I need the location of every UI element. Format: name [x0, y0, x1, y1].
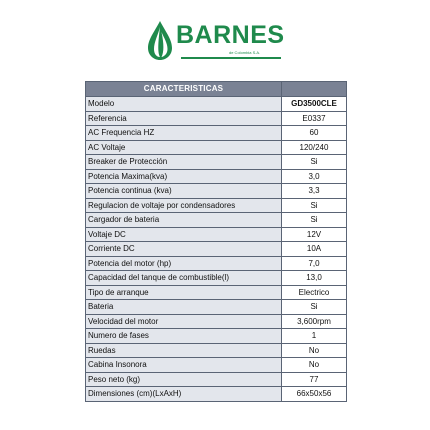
spec-label: Bateria [86, 300, 282, 315]
spec-label: Breaker de Protección [86, 155, 282, 170]
spec-value: 3,0 [282, 169, 347, 184]
spec-value: 12V [282, 227, 347, 242]
spec-label: Regulacion de voltaje por condensadores [86, 198, 282, 213]
spec-value: 10A [282, 242, 347, 257]
spec-value: 66x50x56 [282, 387, 347, 402]
spec-value: 77 [282, 372, 347, 387]
barnes-logo [145, 20, 285, 64]
table-row [86, 126, 347, 141]
spec-value: Si [282, 198, 347, 213]
spec-value: 13,0 [282, 271, 347, 286]
table-row [86, 155, 347, 170]
table-row [86, 140, 347, 155]
spec-label: AC Voltaje [86, 140, 282, 155]
table-row [86, 300, 347, 315]
spec-label: Referencia [86, 111, 282, 126]
table-row [86, 184, 347, 199]
spec-value: 1 [282, 329, 347, 344]
spec-value: 120/240 [282, 140, 347, 155]
spec-label: Capacidad del tanque de combustible(l) [86, 271, 282, 286]
spec-label: Cargador de bateria [86, 213, 282, 228]
table-row [86, 256, 347, 271]
table-header-row [86, 82, 347, 97]
spec-value: 60 [282, 126, 347, 141]
table-row [86, 372, 347, 387]
table-row [86, 97, 347, 112]
table-row [86, 271, 347, 286]
spec-label: Potencia del motor (hp) [86, 256, 282, 271]
table-row [86, 227, 347, 242]
table-row [86, 314, 347, 329]
spec-label: Dimensiones (cm)(LxAxH) [86, 387, 282, 402]
table-row [86, 329, 347, 344]
spec-label: Velocidad del motor [86, 314, 282, 329]
spec-value: Si [282, 300, 347, 315]
spec-label: AC Frequencia HZ [86, 126, 282, 141]
table-body [86, 97, 347, 402]
spec-label: Modelo [86, 97, 282, 112]
spec-label: Corriente DC [86, 242, 282, 257]
spec-value: Si [282, 213, 347, 228]
table-row [86, 111, 347, 126]
specifications-table [85, 81, 347, 402]
spec-value: 3,600rpm [282, 314, 347, 329]
table-row [86, 387, 347, 402]
spec-label: Numero de fases [86, 329, 282, 344]
table-row [86, 198, 347, 213]
spec-value: Electrico [282, 285, 347, 300]
brand-subtitle: de Colombia S.A. [229, 50, 261, 55]
table-row [86, 242, 347, 257]
green-drop-icon [145, 20, 175, 62]
table-row [86, 358, 347, 373]
spec-label: Potencia Maxima(kva) [86, 169, 282, 184]
spec-label: Potencia continua (kva) [86, 184, 282, 199]
table-row [86, 169, 347, 184]
spec-label: Voltaje DC [86, 227, 282, 242]
spec-value: GD3500CLE [282, 97, 347, 112]
spec-value: 7,0 [282, 256, 347, 271]
table-header: CARACTERISTICAS [86, 82, 282, 97]
spec-label: Peso neto (kg) [86, 372, 282, 387]
spec-value: No [282, 358, 347, 373]
brand-name: BARNES [176, 21, 285, 49]
spec-label: Tipo de arranque [86, 285, 282, 300]
spec-label: Ruedas [86, 343, 282, 358]
spec-value: No [282, 343, 347, 358]
spec-value: E0337 [282, 111, 347, 126]
spec-value: 3,3 [282, 184, 347, 199]
table-row [86, 213, 347, 228]
table-header-blank [282, 82, 347, 97]
table-row [86, 343, 347, 358]
spec-value: Si [282, 155, 347, 170]
spec-label: Cabina Insonora [86, 358, 282, 373]
brand-underline [181, 57, 281, 59]
table-row [86, 285, 347, 300]
